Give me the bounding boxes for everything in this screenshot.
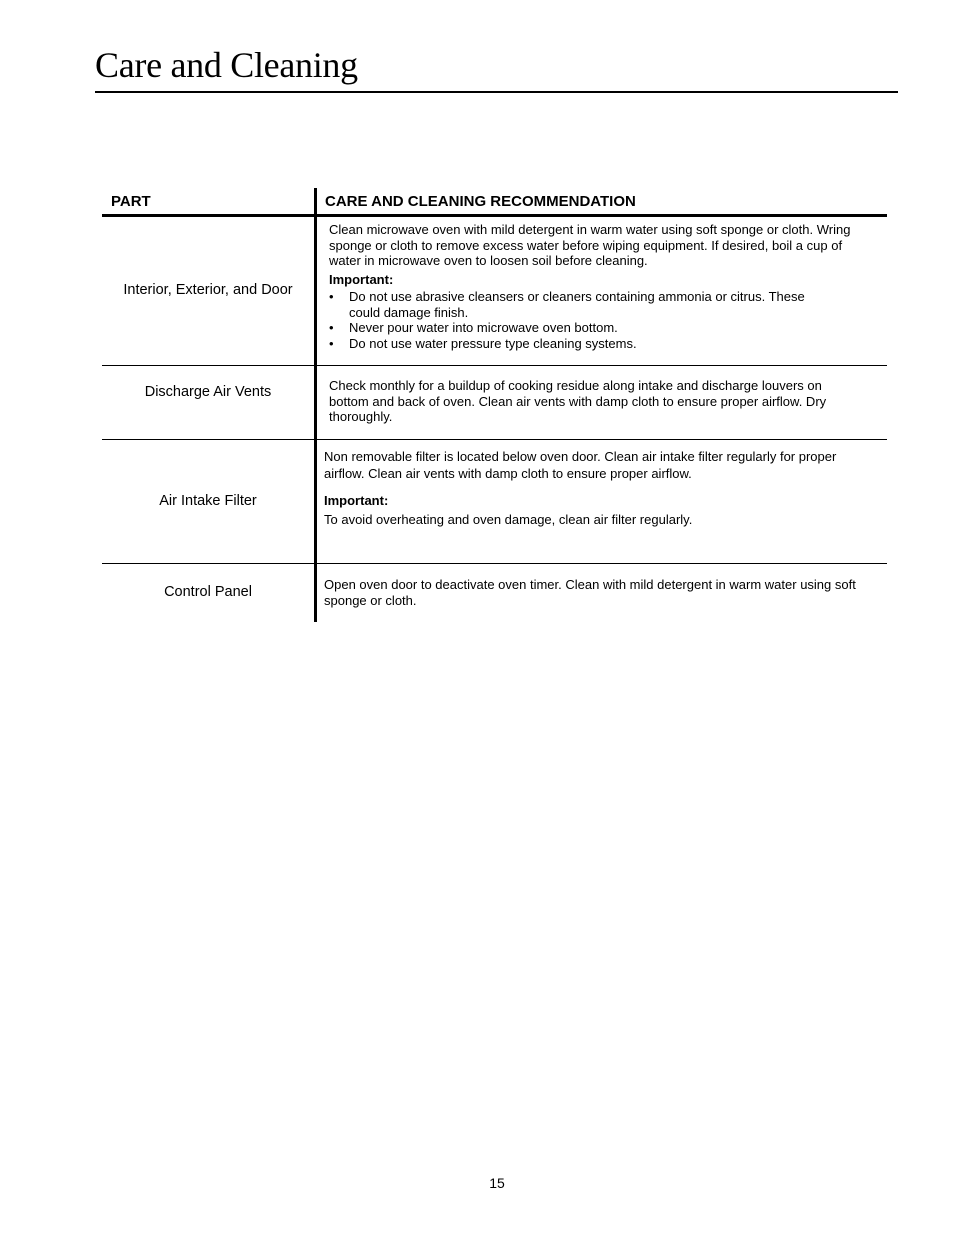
recommendation-text: Clean microwave oven with mild detergent in warm water using soft sponge or cloth. Wring sponge or cloth to remove excess water before wiping equipment. If desired, boil a cup of water in microwave oven to loosen soil before cleaning. — [329, 222, 851, 268]
table-row — [102, 366, 887, 440]
caution-list — [329, 289, 875, 351]
table-row — [102, 217, 887, 366]
part-cell: Interior, Exterior, and Door — [123, 281, 293, 298]
table-row — [102, 564, 887, 622]
page-title: Care and Cleaning — [95, 45, 358, 85]
part-cell: Discharge Air Vents — [144, 383, 272, 400]
list-item: • Do not use abrasive cleansers or cleaners containing ammonia or citrus. These could damage finish. — [329, 289, 875, 320]
page-number: 15 — [489, 1175, 505, 1191]
recommendation-text: Non removable filter is located below oven door. Clean air intake filter regularly for proper airflow. Clean air vents with damp cloth to ensure proper airflow. — [324, 449, 837, 481]
recommendation-text: Open oven door to deactivate oven timer. Clean with mild detergent in warm water using soft sponge or cloth. — [324, 577, 856, 608]
important-label: Important: — [329, 271, 394, 287]
table-row — [102, 440, 887, 564]
header-recommendation: CARE AND CLEANING RECOMMENDATION — [314, 188, 887, 214]
list-item: • Never pour water into microwave oven bottom. — [329, 320, 875, 336]
recommendation-text: Check monthly for a buildup of cooking residue along intake and discharge louvers on bottom and back of oven. Clean air vents with damp cloth to ensure proper airflow. Dry thoroughly. — [329, 378, 827, 424]
header-part: PART — [111, 192, 151, 210]
part-cell: Control Panel — [164, 584, 252, 600]
title-rule — [95, 91, 898, 93]
care-table — [102, 188, 887, 622]
list-item: • Do not use water pressure type cleaning systems. — [329, 336, 875, 352]
recommendation-cell — [314, 366, 887, 439]
recommendation-cell — [314, 440, 887, 563]
important-label: Important: — [324, 493, 389, 508]
recommendation-cell — [314, 564, 887, 622]
recommendation-cell — [314, 217, 887, 365]
part-cell: Air Intake Filter — [159, 492, 257, 509]
important-text: To avoid overheating and oven damage, clean air filter regularly. — [324, 512, 693, 527]
table-header-row — [102, 188, 887, 217]
